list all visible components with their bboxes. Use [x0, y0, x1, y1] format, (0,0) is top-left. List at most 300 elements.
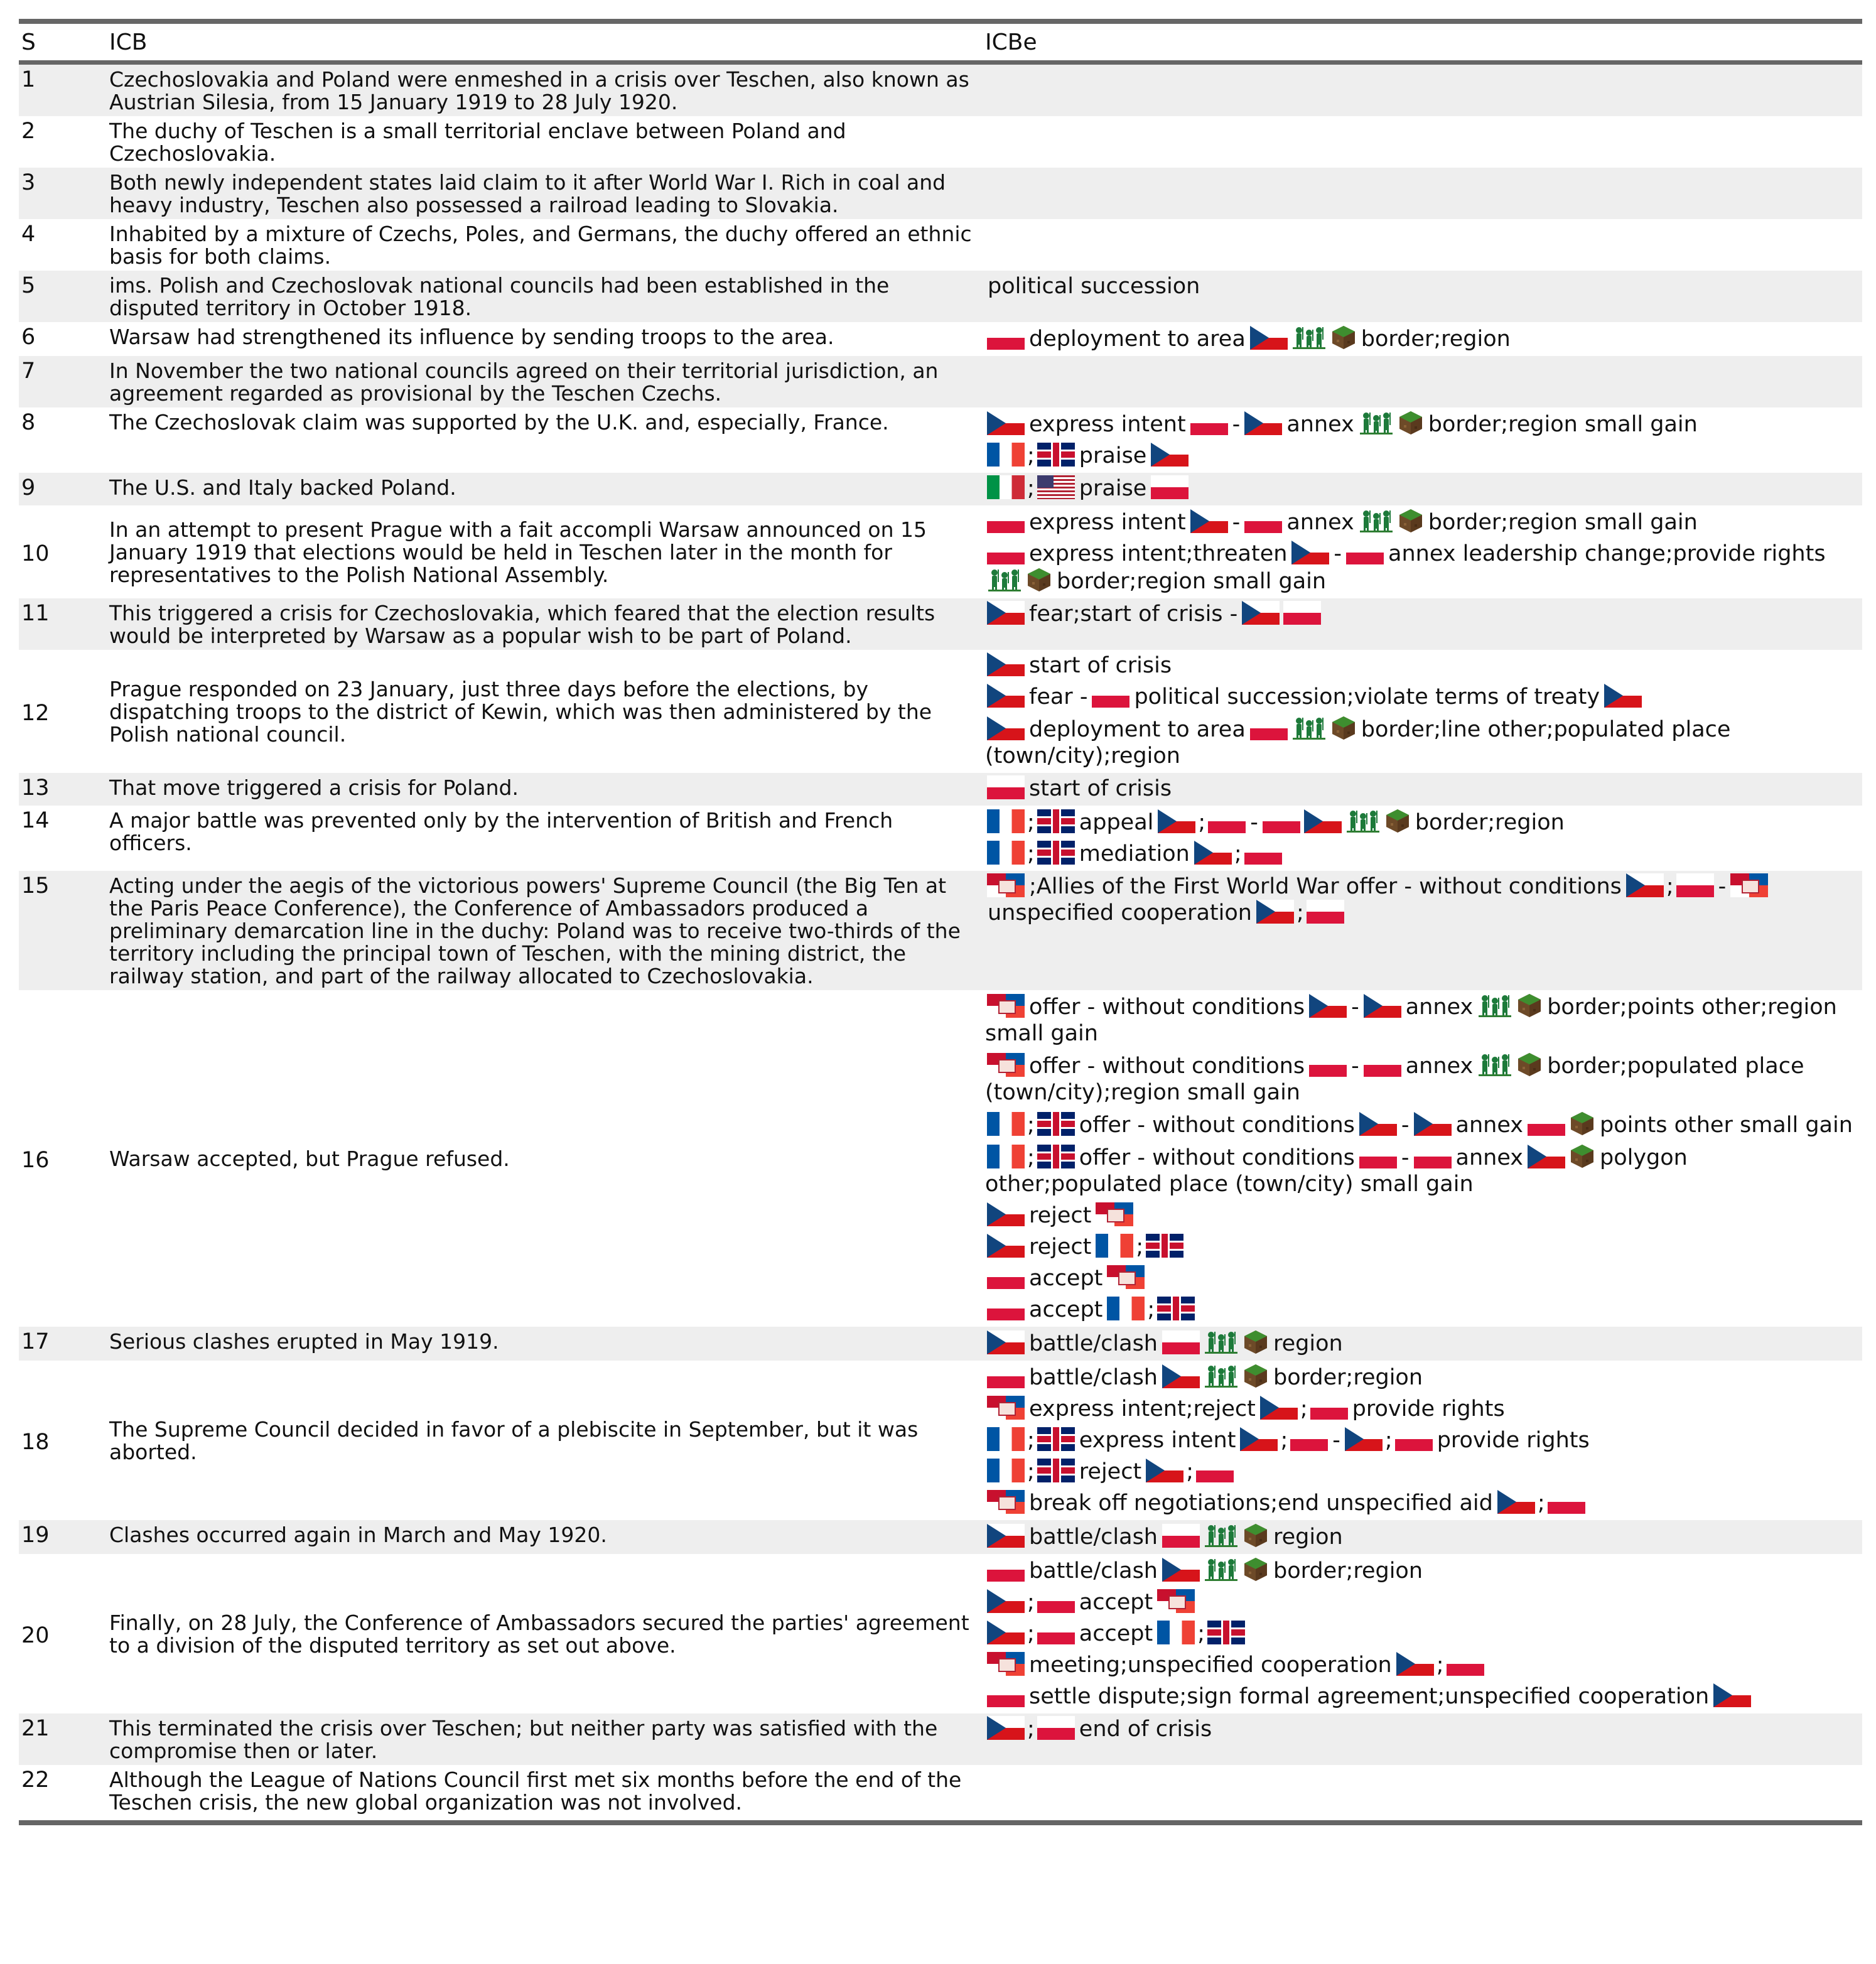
soldiers-icon [1204, 1363, 1239, 1388]
sentence-number: 2 [21, 119, 36, 144]
event-text: ; [1027, 1459, 1035, 1484]
icb-text: The Czechoslovak claim was supported by the U.K. and, especially, France. [109, 410, 889, 434]
pl-flag-icon [1244, 841, 1282, 865]
cz-flag-icon [1162, 1364, 1200, 1388]
icb-text: Warsaw had strengthened its influence by sending troops to the area. [109, 325, 834, 349]
icb-text: This triggered a crisis for Czechoslovakia, which feared that the election results would be interpreted by Warsaw as a popular wish to be part of Poland. [107, 598, 983, 650]
event-text: start of crisis [1029, 653, 1172, 678]
cz-flag-icon [987, 1202, 1025, 1226]
soldiers-icon [1477, 1052, 1512, 1077]
event-text: battle/clash [1029, 1524, 1158, 1550]
icb-text: Finally, on 28 July, the Conference of Ambassadors secured the parties' agreement to a division of the disputed territory as set out above. [109, 1611, 969, 1658]
table-row [19, 1327, 1862, 1361]
sentence-number: 16 [21, 1148, 50, 1173]
event-text: accept [1029, 1266, 1103, 1291]
event-text: - [1232, 412, 1241, 437]
event-text: express intent [1079, 1428, 1236, 1453]
land-block-icon [1330, 715, 1357, 740]
event-text: points other small gain [1599, 1113, 1853, 1138]
pl-flag-icon [987, 1683, 1025, 1707]
icb-text: Inhabited by a mixture of Czechs, Poles, and Germans, the duchy offered an ethnic basis for both claims. [109, 222, 972, 269]
icbe-event [985, 1363, 1860, 1391]
soldiers-icon [1204, 1329, 1239, 1354]
fr-flag-icon [1157, 1621, 1195, 1644]
pl-flag-icon [1307, 900, 1344, 924]
sentence-number: 20 [21, 1623, 50, 1648]
pl-flag-icon [1359, 1145, 1397, 1168]
cz-flag-icon [987, 1589, 1025, 1613]
event-text: fear - [1029, 684, 1088, 710]
allies-flag-icon [1107, 1265, 1145, 1289]
event-text: offer - without conditions [1029, 1054, 1305, 1079]
allies-flag-icon [1730, 873, 1768, 897]
icbe-event [985, 1265, 1860, 1292]
icbe-events [983, 116, 1862, 168]
event-text: start of crisis [1029, 776, 1172, 801]
icbe-event [985, 684, 1860, 710]
icbe-events [983, 773, 1862, 806]
event-text: political succession;violate terms of treaty [1134, 684, 1600, 710]
icbe-event [985, 775, 1860, 802]
pl-flag-icon [1162, 1330, 1200, 1354]
cz-flag-icon [1626, 873, 1664, 897]
icbe-event [985, 808, 1860, 836]
event-text: ; [1280, 1428, 1288, 1453]
cz-flag-icon [1146, 1459, 1183, 1482]
event-text: mediation [1079, 841, 1190, 866]
event-text: border;region small gain [1428, 510, 1698, 535]
cz-flag-icon [987, 684, 1025, 708]
fr-flag-icon [987, 1145, 1025, 1168]
fr-flag-icon [1107, 1297, 1145, 1320]
event-text: annex leadership change;provide rights [1388, 541, 1826, 566]
event-text: political succession [988, 274, 1200, 299]
icb-text: In an attempt to present Prague with a fait accompli Warsaw announced on 15 January 1919 that elections would be held in Teschen later in the month for representatives to the Polish National Assembly. [109, 517, 927, 587]
icbe-events [983, 1361, 1862, 1520]
allies-flag-icon [987, 1652, 1025, 1676]
sentence-number: 12 [21, 701, 50, 726]
event-text: border;region small gain [1057, 569, 1327, 594]
event-text: ; [1027, 1428, 1035, 1453]
icbe-events [983, 871, 1862, 990]
pl-flag-icon [1196, 1459, 1234, 1482]
icbe-events [983, 168, 1862, 219]
icbe-events [983, 598, 1862, 650]
table-row [19, 806, 1862, 871]
event-text: ; [1234, 841, 1242, 866]
table-row [19, 271, 1862, 322]
event-text: end of crisis [1079, 1717, 1212, 1742]
icbe-event [985, 1297, 1860, 1323]
pl-flag-icon [1346, 541, 1384, 564]
icbe-event [985, 475, 1860, 502]
event-text: ; [1198, 810, 1206, 835]
icbe-event [985, 715, 1860, 769]
icbe-event [985, 1621, 1860, 1647]
allies-flag-icon [987, 1053, 1025, 1077]
cz-flag-icon [1242, 601, 1280, 625]
icb-text: Acting under the aegis of the victorious powers' Supreme Council (the Big Ten at the Paris Peace Conference), the Conference of Ambassadors produced a preliminary demarcation line in the duchy: Poland was to receive two-thirds of the territory including the principal town of Teschen, with the mining district, the railway station, and part of the railway allocated to Czechoslovakia. [107, 871, 983, 990]
event-text: express intent [1029, 412, 1186, 437]
event-text: border;line other;populated place (town/city);region [985, 717, 1731, 769]
land-block-icon [1026, 567, 1052, 592]
table-row [19, 871, 1862, 990]
event-text: - [1332, 1428, 1340, 1453]
allies-flag-icon [987, 1490, 1025, 1514]
table-row [19, 407, 1862, 473]
table-row [19, 356, 1862, 407]
event-text: fear;start of crisis - [1029, 602, 1238, 627]
event-text: border;region [1273, 1365, 1423, 1390]
pl-flag-icon [987, 509, 1025, 533]
header-rule-line [19, 60, 1862, 65]
icbe-event [985, 993, 1860, 1047]
icb-text: In November the two national councils agreed on their territorial jurisdiction, an agreement regarded as provisional by the Teschen Czechs. [107, 356, 983, 407]
cz-flag-icon [987, 1716, 1025, 1740]
event-text: - [1351, 995, 1359, 1020]
top-rule [19, 19, 1862, 24]
allies-flag-icon [987, 1396, 1025, 1420]
table-row [19, 773, 1862, 806]
icbe-event [985, 1716, 1860, 1742]
icb-text: ims. Polish and Czechoslovak national councils had been established in the disputed territory in October 1918. [107, 271, 983, 322]
icb-text: Although the League of Nations Council first met six months before the end of the Teschen crisis, the new global organization was not involved. [109, 1767, 962, 1815]
table-row [19, 1765, 1862, 1816]
icbe-event [985, 652, 1860, 679]
sentence-number: 8 [21, 410, 36, 435]
soldiers-icon [987, 567, 1022, 592]
gb-flag-icon [1207, 1621, 1245, 1644]
icbe-events [983, 1765, 1862, 1816]
pl-flag-icon [1037, 1621, 1075, 1644]
pl-flag-icon [987, 1265, 1025, 1289]
event-text: express intent;threaten [1029, 541, 1288, 566]
pl-flag-icon [1309, 1053, 1347, 1077]
pl-flag-icon [1162, 1524, 1200, 1548]
icbe-event [985, 273, 1860, 299]
icbe-event [985, 1329, 1860, 1357]
allies-flag-icon [987, 994, 1025, 1018]
sentence-number: 15 [19, 871, 107, 990]
event-text: praise [1079, 476, 1147, 501]
event-text: - [1351, 1054, 1359, 1079]
icbe-event [985, 1557, 1860, 1584]
cz-flag-icon [987, 601, 1025, 625]
table-row [19, 1520, 1862, 1554]
table-row [19, 598, 1862, 650]
icbe-event [985, 410, 1860, 438]
event-text: polygon other;populated place (town/city) small gain [985, 1145, 1688, 1197]
fr-flag-icon [987, 1112, 1025, 1136]
event-text: meeting;unspecified cooperation [1029, 1653, 1392, 1678]
land-block-icon [1398, 410, 1424, 435]
event-text: ; [1436, 1653, 1444, 1678]
icbe-event [985, 1396, 1860, 1422]
cz-flag-icon [987, 716, 1025, 740]
sentence-number: 10 [21, 541, 50, 566]
pl-flag-icon [987, 1558, 1025, 1582]
event-text: ; [1027, 1145, 1035, 1170]
icbe-event [985, 841, 1860, 867]
pl-flag-icon [1290, 1427, 1328, 1451]
pl-flag-icon [1395, 1427, 1433, 1451]
pl-flag-icon [1250, 716, 1288, 740]
icbe-events [983, 356, 1862, 407]
event-text: accept [1079, 1590, 1153, 1615]
icb-text: Prague responded on 23 January, just three days before the elections, by dispatching troops to the district of Kewin, which was then administered by the Polish national council. [109, 677, 932, 747]
icbe-event [985, 1052, 1860, 1106]
icbe-events [983, 1520, 1862, 1554]
cz-flag-icon [1528, 1145, 1565, 1168]
icbe-events [983, 219, 1862, 271]
pl-flag-icon [1528, 1112, 1565, 1136]
icb-text: A major battle was prevented only by the intervention of British and French officers. [109, 808, 893, 855]
bottom-rule [19, 1820, 1862, 1825]
sentence-number: 22 [21, 1767, 50, 1793]
icbe-event [985, 601, 1860, 627]
pl-flag-icon [1414, 1145, 1452, 1168]
cz-flag-icon [1194, 841, 1232, 865]
icbe-event [985, 873, 1860, 926]
table-row [19, 650, 1862, 773]
icbe-events [983, 990, 1862, 1327]
table-row [19, 1713, 1862, 1765]
header-icbe: ICBe [985, 30, 1037, 55]
table-body [19, 65, 1862, 1816]
cz-flag-icon [1240, 1427, 1278, 1451]
event-text: reject [1029, 1234, 1092, 1260]
pl-flag-icon [1190, 411, 1228, 435]
pl-flag-icon [1151, 475, 1189, 499]
event-text: battle/clash [1029, 1365, 1158, 1390]
icbe-events [983, 1554, 1862, 1713]
pl-flag-icon [1244, 509, 1282, 533]
event-text: ; [1027, 476, 1035, 501]
land-block-icon [1243, 1329, 1269, 1354]
event-text: annex [1405, 1054, 1474, 1079]
soldiers-icon [1345, 808, 1381, 833]
table-row [19, 505, 1862, 598]
cz-flag-icon [1260, 1396, 1298, 1420]
event-text: deployment to area [1029, 326, 1246, 352]
icbe-event [985, 1111, 1860, 1138]
event-text: border;populated place (town/city);region small gain [985, 1054, 1804, 1105]
event-text: battle/clash [1029, 1331, 1158, 1356]
event-text: ; [1027, 1590, 1035, 1615]
land-block-icon [1516, 993, 1543, 1018]
fr-flag-icon [987, 1459, 1025, 1482]
cz-flag-icon [987, 1524, 1025, 1548]
event-text: ; [1186, 1459, 1194, 1484]
fr-flag-icon [987, 443, 1025, 467]
event-text: ;Allies of the First World War offer - without conditions [1029, 874, 1622, 899]
event-text: ; [1136, 1234, 1144, 1260]
icbe-events [983, 473, 1862, 505]
pl-flag-icon [1037, 1589, 1075, 1613]
pl-flag-icon [987, 1364, 1025, 1388]
sentence-number: 17 [19, 1327, 107, 1361]
gb-flag-icon [1157, 1297, 1195, 1320]
soldiers-icon [1477, 993, 1512, 1018]
event-text: region [1273, 1331, 1343, 1356]
event-text: - [1232, 510, 1241, 535]
icb-text: Serious clashes erupted in May 1919. [107, 1327, 983, 1361]
header-icb: ICB [109, 30, 148, 55]
land-block-icon [1516, 1052, 1543, 1077]
icbe-event [985, 1459, 1860, 1485]
event-text: provide rights [1352, 1396, 1505, 1422]
cz-flag-icon [1713, 1683, 1751, 1707]
event-text: - [1401, 1145, 1410, 1170]
cz-flag-icon [1604, 684, 1642, 708]
sentence-number: 18 [21, 1430, 50, 1455]
icbe-event [985, 1234, 1860, 1260]
gb-flag-icon [1037, 1145, 1075, 1168]
land-block-icon [1384, 808, 1411, 833]
cz-flag-icon [987, 411, 1025, 435]
icbe-events [983, 322, 1862, 356]
sentence-number: 3 [19, 168, 107, 219]
cz-flag-icon [1364, 994, 1401, 1018]
event-text: ; [1027, 443, 1035, 468]
pl-flag-icon [1037, 1716, 1075, 1740]
icbe-event [985, 443, 1860, 469]
event-text: border;region [1361, 326, 1511, 352]
event-text: ; [1296, 900, 1304, 925]
table-row [19, 168, 1862, 219]
icbe-events [983, 806, 1862, 871]
icbe-events [983, 65, 1862, 116]
sentence-number: 21 [19, 1713, 107, 1765]
icbe-events [983, 1327, 1862, 1361]
icbe-event [985, 1427, 1860, 1454]
cz-flag-icon [987, 652, 1025, 676]
gb-flag-icon [1037, 1459, 1075, 1482]
land-block-icon [1243, 1363, 1269, 1388]
event-text: offer - without conditions [1079, 1113, 1355, 1138]
fr-flag-icon [987, 809, 1025, 833]
table-row [19, 1554, 1862, 1713]
land-block-icon [1569, 1111, 1595, 1136]
event-text: accept [1029, 1297, 1103, 1322]
event-text: reject [1029, 1203, 1092, 1228]
event-text: break off negotiations;end unspecified aid [1029, 1491, 1493, 1516]
cz-flag-icon [1250, 326, 1288, 350]
event-text: ; [1666, 874, 1674, 899]
pl-flag-icon [1364, 1053, 1401, 1077]
cz-flag-icon [1151, 443, 1189, 467]
icb-text: The U.S. and Italy backed Poland. [107, 473, 983, 505]
event-text: ; [1027, 810, 1035, 835]
sentence-number: 6 [21, 325, 36, 350]
event-text: border;region small gain [1428, 412, 1698, 437]
table-row [19, 116, 1862, 168]
event-text: unspecified cooperation [988, 900, 1252, 925]
gb-flag-icon [1037, 841, 1075, 865]
soldiers-icon [1291, 325, 1327, 350]
pl-flag-icon [1548, 1490, 1585, 1514]
comparison-table-page [19, 19, 1862, 1825]
pl-flag-icon [1310, 1396, 1348, 1420]
pl-flag-icon [1676, 873, 1714, 897]
cz-flag-icon [1359, 1112, 1397, 1136]
event-text: ; [1537, 1491, 1545, 1516]
allies-flag-icon [987, 873, 1025, 897]
cz-flag-icon [1162, 1558, 1200, 1582]
event-text: deployment to area [1029, 717, 1246, 742]
cz-flag-icon [1256, 900, 1294, 924]
icbe-event [985, 1652, 1860, 1678]
cz-flag-icon [987, 1330, 1025, 1354]
event-text: - [1401, 1113, 1410, 1138]
fr-flag-icon [987, 1427, 1025, 1451]
event-text: ; [1027, 1621, 1035, 1646]
header-rule [19, 60, 1862, 65]
pl-flag-icon [1092, 684, 1129, 708]
icbe-event [985, 1523, 1860, 1550]
icb-text: Clashes occurred again in March and May 1920. [107, 1520, 983, 1554]
header-s: S [21, 30, 36, 55]
cz-flag-icon [1304, 809, 1342, 833]
icb-icbe-table [19, 28, 1862, 1816]
icbe-event [985, 1589, 1860, 1616]
cz-flag-icon [1396, 1652, 1434, 1676]
allies-flag-icon [1096, 1202, 1133, 1226]
fr-flag-icon [1096, 1234, 1133, 1258]
event-text: annex [1286, 412, 1354, 437]
event-text: - [1718, 874, 1727, 899]
pl-flag-icon [1447, 1652, 1484, 1676]
event-text: express intent;reject [1029, 1396, 1256, 1422]
event-text: ; [1147, 1297, 1155, 1322]
pl-flag-icon [987, 775, 1025, 799]
pl-flag-icon [1263, 809, 1300, 833]
event-text: ; [1027, 1113, 1035, 1138]
icbe-events [983, 1713, 1862, 1765]
icbe-events [983, 271, 1862, 322]
event-text: settle dispute;sign formal agreement;unspecified cooperation [1029, 1684, 1710, 1709]
cz-flag-icon [1497, 1490, 1535, 1514]
event-text: ; [1384, 1428, 1393, 1453]
icb-text: Both newly independent states laid claim to it after World War I. Rich in coal and heavy industry, Teschen also possessed a railroad leading to Slovakia. [107, 168, 983, 219]
table-row [19, 65, 1862, 116]
table-row [19, 1361, 1862, 1520]
gb-flag-icon [1037, 443, 1075, 467]
icb-text: This terminated the crisis over Teschen; but neither party was satisfied with the compromise then or later. [107, 1713, 983, 1765]
icbe-event [985, 1143, 1860, 1197]
icbe-events [983, 650, 1862, 773]
soldiers-icon [1204, 1557, 1239, 1582]
us-flag-icon [1037, 475, 1075, 499]
pl-flag-icon [1283, 601, 1321, 625]
event-text: praise [1079, 443, 1147, 468]
sentence-number: 14 [21, 808, 50, 833]
event-text: ; [1197, 1621, 1205, 1646]
land-block-icon [1243, 1557, 1269, 1582]
icbe-events [983, 505, 1862, 598]
gb-flag-icon [1037, 1427, 1075, 1451]
event-text: region [1273, 1524, 1343, 1550]
sentence-number: 5 [19, 271, 107, 322]
cz-flag-icon [1158, 809, 1195, 833]
cz-flag-icon [987, 1234, 1025, 1258]
sentence-number: 11 [19, 598, 107, 650]
event-text: offer - without conditions [1079, 1145, 1355, 1170]
event-text: border;region [1415, 810, 1565, 835]
table-row [19, 473, 1862, 505]
land-block-icon [1330, 325, 1357, 350]
cz-flag-icon [1345, 1427, 1383, 1451]
